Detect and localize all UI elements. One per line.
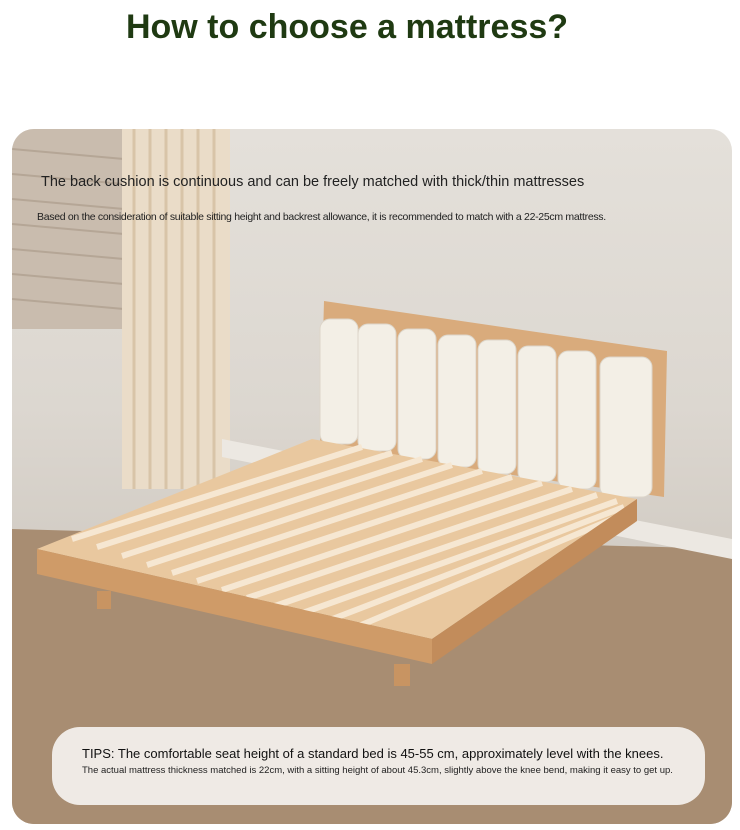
headline: The back cushion is continuous and can be freely matched with thick/thin mattresses [41, 174, 585, 190]
tips-title: TIPS: The comfortable seat height of a standard bed is 45-55 cm, approximately level with the knees. [82, 746, 664, 761]
bed-illustration [12, 129, 732, 824]
tips-text: The actual mattress thickness matched is 22cm, with a sitting height of about 45.3cm, slightly above the knee bend, making it easy to get up. [82, 765, 673, 776]
bed-photo [12, 129, 732, 824]
subline: Based on the consideration of suitable sitting height and backrest allowance, it is recommended to match with a 22-25cm mattress. [37, 211, 606, 223]
page-title: How to choose a mattress? [125, 8, 569, 46]
tips-box [52, 727, 705, 805]
